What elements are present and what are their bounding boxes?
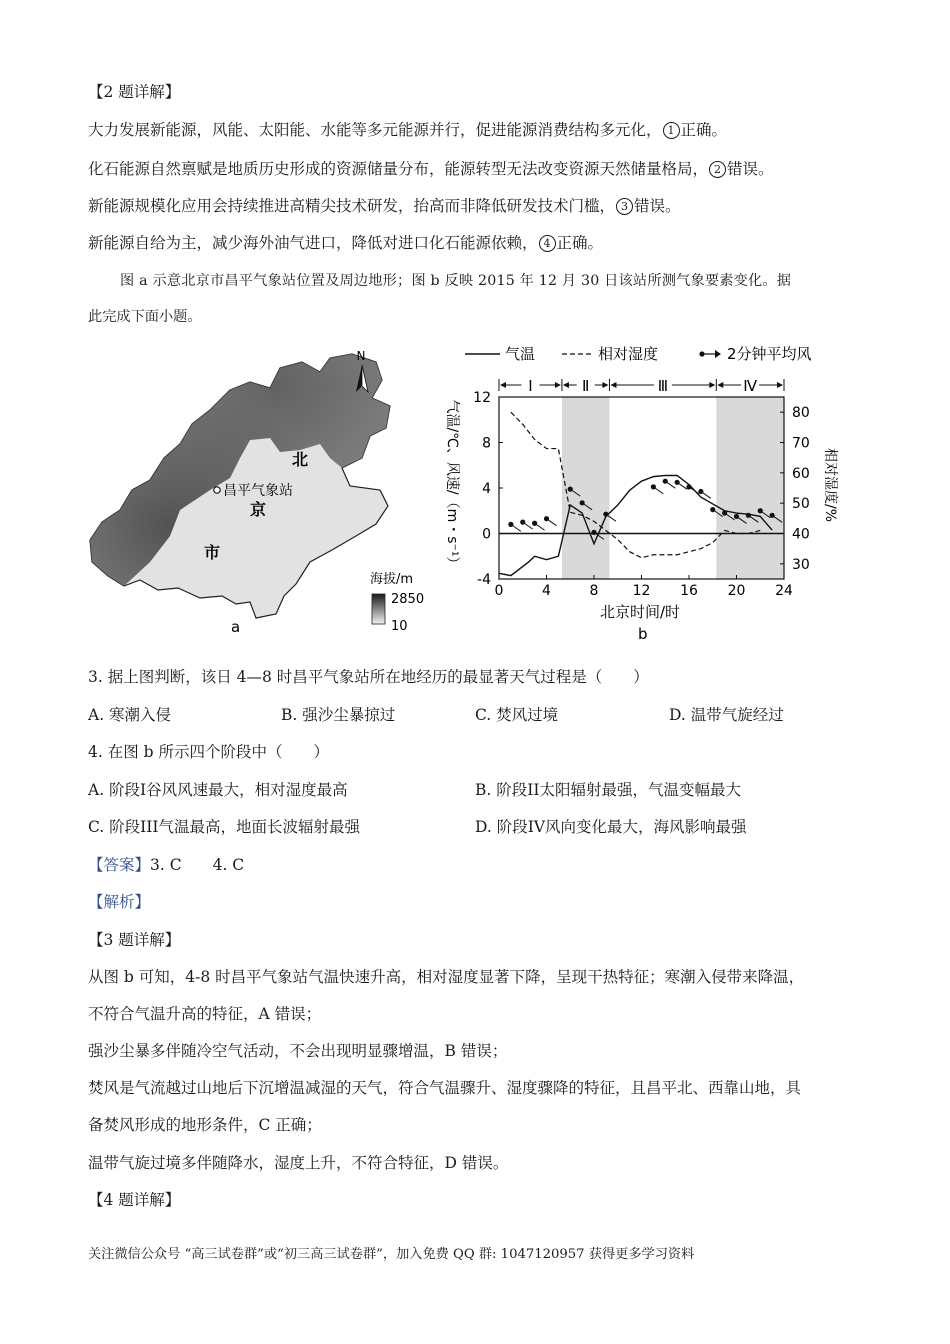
x-tick-label-3: 12 [632, 583, 651, 599]
wind-point-3 [544, 516, 549, 521]
station-marker-icon [214, 487, 220, 493]
x-tick-label-0: 0 [494, 583, 504, 599]
q4-option-b: B. 阶段II太阳辐射最强，气温变幅最大 [475, 781, 741, 799]
q2-line-3: 新能源规模化应用会持续推进高精尖技术研发，抬高而非降低研发技术门槛， 3 错误。 [88, 197, 681, 215]
wind-point-18 [770, 513, 775, 518]
y-left-tick-label-3: 8 [482, 435, 491, 452]
q3-detail-5: 备焚风形成的地形条件，C 正确； [88, 1116, 322, 1134]
x-tick-label-5: 20 [727, 583, 746, 599]
x-tick-label-4: 16 [680, 583, 698, 599]
q4-option-a: A. 阶段I谷风风速最大，相对湿度最高 [88, 781, 348, 799]
elevation-legend-bar [372, 594, 385, 624]
q3-option-d: D. 温带气旋经过 [669, 706, 784, 724]
map-char-shi: 市 [204, 543, 221, 562]
wind-point-9 [663, 479, 668, 484]
stage-arrow-right-2 [602, 382, 608, 388]
stage-arrow-left-3 [610, 382, 616, 388]
q3-detail-3: 强沙尘暴多伴随冷空气活动，不会出现明显骤增温，B 错误； [88, 1042, 508, 1060]
svg-text:N: N [356, 349, 366, 363]
q3-detail-4: 焚风是气流越过山地后下沉增温减湿的天气，符合气温骤升、湿度骤降的特征，且昌平北、西靠山地，具 [88, 1079, 802, 1097]
legend-title: 海拔/m [370, 572, 414, 587]
stage-shade-4 [716, 397, 784, 579]
legend-humidity: 相对湿度 [598, 345, 659, 363]
q3-heading: 【3 题详解】 [88, 931, 181, 949]
legend-max: 2850 [391, 592, 425, 607]
wind-point-17 [758, 508, 763, 513]
wind-point-8 [651, 484, 656, 489]
y-right-tick-label-3: 60 [792, 465, 810, 482]
y-right-tick-label-2: 50 [792, 496, 810, 513]
y-right-tick-label-4: 70 [792, 435, 810, 452]
wind-point-13 [710, 507, 715, 512]
wind-point-0 [508, 522, 513, 527]
wind-point-7 [603, 512, 608, 517]
legend-wind: 2分钟平均风 [727, 345, 812, 363]
intro-line-1: 图 a 示意北京市昌平气象站位置及周边地形；图 b 反映 2015 年 12 月 30 日该站所测气象要素变化。据 [120, 273, 792, 289]
y-right-tick-label-1: 40 [792, 526, 810, 543]
figure-b-chart [430, 335, 850, 647]
stage-arrow-right-3 [709, 382, 715, 388]
q3-stem: 3. 据上图判断，该日 4—8 时昌平气象站所在地经历的最显著天气过程是（ ） [88, 668, 649, 686]
y-right-label: 相对湿度/% [822, 447, 838, 523]
q3-detail-2: 不符合气温升高的特征，A 错误； [88, 1005, 322, 1023]
analysis-label: 【解析】 [88, 893, 151, 911]
wind-point-12 [698, 489, 703, 494]
stage-arrow-left-4 [717, 382, 723, 388]
y-left-tick-label-4: 12 [473, 390, 491, 406]
stage-arrow-right-4 [777, 382, 783, 388]
y-left-tick-label-1: 0 [482, 526, 491, 543]
q4-option-c: C. 阶段III气温最高，地面长波辐射最强 [88, 818, 361, 836]
wind-point-15 [734, 514, 739, 519]
q4-option-d: D. 阶段IV风向变化最大，海风影响最强 [475, 818, 747, 836]
map-char-jing: 京 [250, 500, 267, 519]
stage-label-4: Ⅳ [743, 377, 758, 395]
q4-stem: 4. 在图 b 所示四个阶段中（ ） [88, 743, 329, 761]
x-tick-label-2: 8 [589, 583, 599, 599]
map-char-bei: 北 [292, 450, 309, 469]
wind-point-10 [675, 480, 680, 485]
wind-point-6 [591, 530, 596, 535]
figure-b-caption: b [638, 625, 648, 643]
y-left-label: 气温/℃、风速/（m・s⁻¹） [444, 399, 460, 571]
answer-line: 【答案】3. C 4. C [88, 856, 245, 874]
y-right-tick-label-0: 30 [792, 556, 810, 573]
figure-a-caption: a [231, 618, 241, 636]
x-tick-label-1: 4 [542, 583, 551, 599]
q2-line-4: 新能源自给为主，减少海外油气进口，降低对进口化石能源依赖， 4 正确。 [88, 234, 604, 252]
y-left-tick-label-0: -4 [477, 572, 491, 588]
y-right-tick-label-5: 80 [792, 405, 810, 422]
stage-arrow-left-1 [500, 382, 506, 388]
station-label: 昌平气象站 [223, 483, 293, 499]
wind-point-4 [568, 487, 573, 492]
q4-heading: 【4 题详解】 [88, 1191, 181, 1209]
wind-point-1 [520, 520, 525, 525]
wind-point-11 [686, 484, 691, 489]
x-tick-label-6: 24 [775, 583, 793, 599]
stage-arrow-left-2 [563, 382, 569, 388]
q3-option-b: B. 强沙尘暴掠过 [281, 706, 396, 724]
wind-point-16 [746, 513, 751, 518]
legend-min: 10 [391, 619, 408, 634]
figure-a-terrain-map [80, 340, 440, 650]
stage-label-3: Ⅲ [657, 377, 669, 395]
q2-line-1: 大力发展新能源，风能、太阳能、水能等多元能源并行，促进能源消费结构多元化， 1 正确。 [88, 121, 728, 139]
q2-line-2: 化石能源自然禀赋是地质历史形成的资源储量分布，能源转型无法改变资源天然储量格局， 2 错误。 [88, 160, 774, 178]
stage-label-2: Ⅱ [581, 377, 590, 395]
intro-line-2: 此完成下面小题。 [88, 309, 202, 325]
q2-heading: 【2 题详解】 [88, 83, 181, 101]
wind-point-2 [532, 521, 537, 526]
q3-detail-1: 从图 b 可知，4-8 时昌平气象站气温快速升高，相对湿度显著下降，呈现干热特征；寒潮入侵带来降温， [88, 968, 805, 986]
chart-legend [465, 345, 812, 363]
wind-point-14 [722, 510, 727, 515]
q3-detail-6: 温带气旋过境多伴随降水，湿度上升，不符合特征，D 错误。 [88, 1154, 509, 1172]
q3-option-a: A. 寒潮入侵 [88, 706, 172, 724]
y-left-tick-label-2: 4 [482, 481, 491, 497]
x-axis-label: 北京时间/时 [600, 603, 681, 621]
q3-option-c: C. 焚风过境 [475, 706, 559, 724]
legend-temperature: 气温 [505, 345, 536, 363]
stage-label-1: Ⅰ [528, 377, 533, 395]
wind-point-5 [580, 500, 585, 505]
stage-arrow-right-1 [555, 382, 561, 388]
footer-note: 关注微信公众号 “高三试卷群”或“初三高三试卷群”，加入免费 QQ 群: 1047120957 获得更多学习资料 [88, 1247, 695, 1262]
